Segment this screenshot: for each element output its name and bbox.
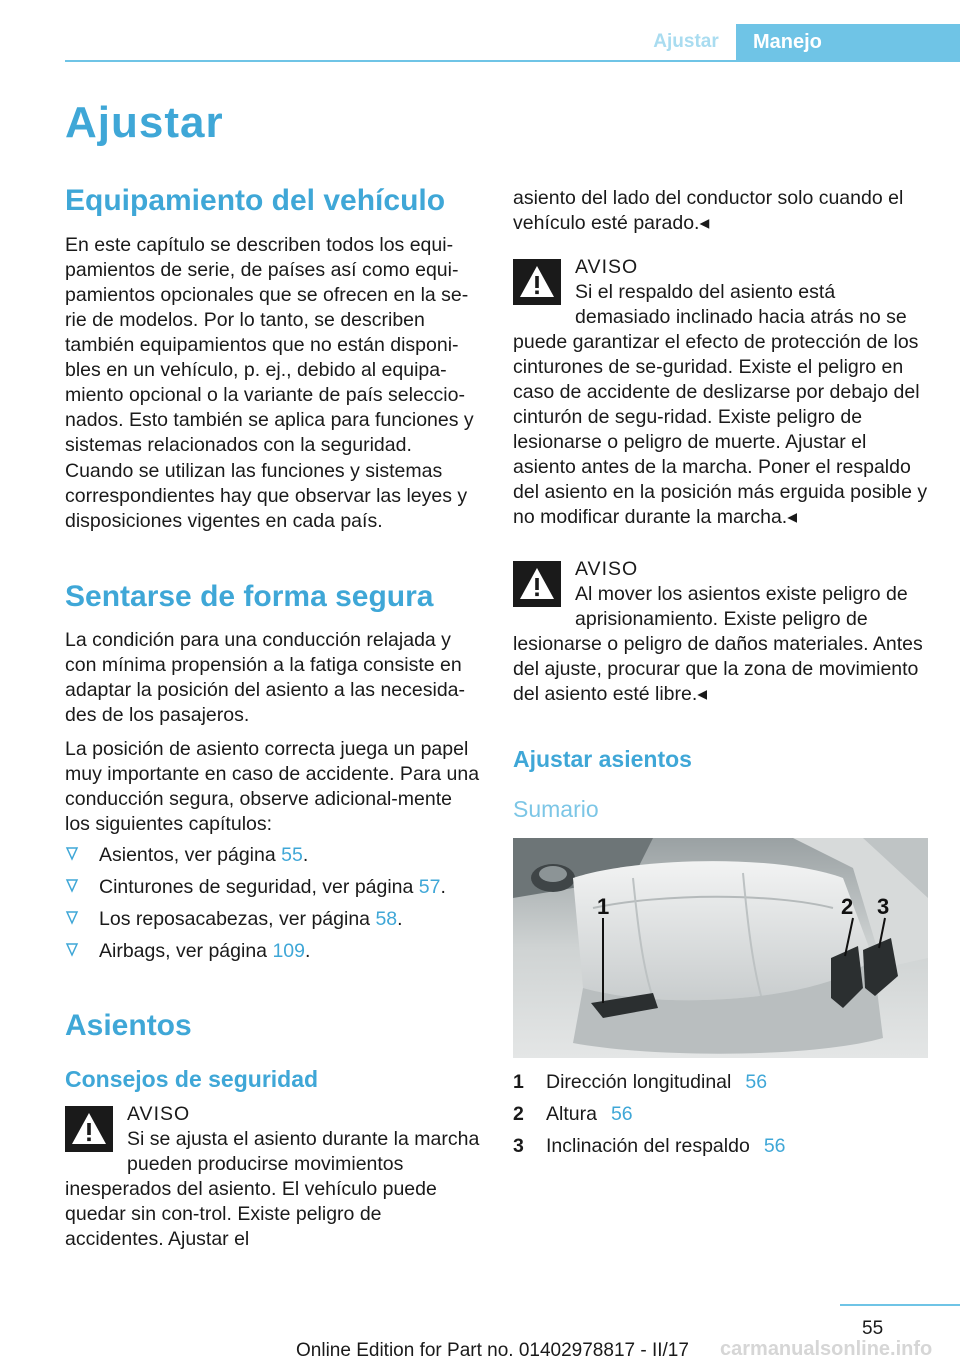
heading-ajustar-asientos: Ajustar asientos	[513, 746, 692, 772]
legend-label: Altura	[546, 1103, 597, 1125]
legend-label: Dirección longitudinal	[546, 1071, 732, 1093]
heading-consejos: Consejos de seguridad	[65, 1066, 319, 1092]
warning-title: AVISO	[575, 558, 639, 580]
warning-icon	[513, 259, 561, 305]
legend-item-3	[513, 1134, 928, 1159]
legend-item-1	[513, 1070, 928, 1095]
page-link[interactable]: 56	[745, 1071, 768, 1093]
warning-title: AVISO	[127, 1103, 191, 1125]
seat-controls-photo	[513, 838, 928, 1058]
heading-sumario: Sumario	[513, 796, 599, 822]
legend-number: 2	[513, 1103, 524, 1125]
edition-note: Online Edition for Part no. 01402978817 - II/17	[296, 1340, 689, 1361]
paragraph-equipamiento-1: En este capítulo se describen todos los equi-pamientos de serie, de países así como equi-pamientos opcionales que se ofrecen en la se-rie de modelos. Por lo tanto, se describen también equipamientos que no están disponi-bles en un vehículo, p. ej., debido al equipa-miento opcional o la variante de país seleccio-nados. Esto también se aplica para funciones y sistemas relacionados con la seguridad.	[65, 234, 474, 456]
page-link[interactable]: 57	[418, 876, 441, 898]
tab-manejo[interactable]: Manejo	[736, 24, 960, 60]
list-item: Airbags, ver página 109.	[65, 939, 485, 971]
legend-item-2	[513, 1102, 928, 1127]
legend-number: 1	[513, 1071, 524, 1093]
list-item-text: Cinturones de seguridad, ver página	[99, 876, 419, 898]
page-link[interactable]: 109	[272, 940, 305, 962]
page-link[interactable]: 55	[281, 844, 303, 866]
page-link[interactable]: 58	[375, 908, 398, 930]
triangle-bullet-icon	[65, 942, 79, 958]
heading-sentarse: Sentarse de forma segura	[65, 580, 434, 613]
paragraph-equipamiento-2: Cuando se utilizan las funciones y sistemas correspondientes hay que observar las leyes y disposiciones vigentes en cada país.	[65, 460, 468, 532]
heading-equipamiento: Equipamiento del vehículo	[65, 184, 446, 217]
warning-1-continued: asiento del lado del conductor solo cuando el vehículo esté parado.◂	[513, 187, 904, 234]
page-link[interactable]: 56	[610, 1103, 633, 1125]
page-number: 55	[862, 1318, 884, 1339]
footer-rule	[840, 1304, 960, 1306]
warning-1	[65, 1102, 485, 1252]
photo-label-2: 2	[841, 894, 854, 919]
list-item-text: Airbags, ver página	[99, 940, 273, 962]
list-item: Asientos, ver página 55.	[65, 843, 485, 875]
watermark: carmanualsonline.info	[720, 1338, 933, 1360]
warning-icon	[65, 1106, 113, 1152]
triangle-bullet-icon	[65, 846, 79, 862]
photo-label-3: 3	[877, 894, 890, 919]
legend-label: Inclinación del respaldo	[546, 1135, 750, 1157]
paragraph-sentarse-1: La condición para una conducción relajada y con mínima propensión a la fatiga consiste en adaptar la posición del asiento a las necesida-des de los pasajeros.	[65, 629, 466, 726]
warning-2	[513, 255, 933, 530]
reference-list	[65, 843, 485, 971]
page-link[interactable]: 56	[763, 1135, 786, 1157]
page-title: Ajustar	[65, 98, 224, 147]
header-rule	[65, 60, 960, 62]
warning-text: Si el respaldo del asiento está demasiado inclinado hacia atrás no se puede garantizar el efecto de protección de los cinturones de se-guridad. Existe el peligro en caso de accidente de deslizarse por debajo del cinturón de segu-ridad. Existe peligro de lesionarse o peligro de muerte. Ajustar el asiento antes de la marcha. Poner el respaldo del asiento en la posición más erguida posible y no modificar durante la marcha.◂	[513, 281, 928, 528]
list-item-text: Asientos, ver página	[99, 844, 282, 866]
tab-ajustar[interactable]: Ajustar	[653, 31, 719, 52]
warning-title: AVISO	[575, 256, 639, 278]
list-item-text: Los reposacabezas, ver página	[99, 908, 376, 930]
legend-number: 3	[513, 1135, 524, 1157]
list-item: Los reposacabezas, ver página 58.	[65, 907, 485, 939]
triangle-bullet-icon	[65, 878, 79, 894]
paragraph-sentarse-2: La posición de asiento correcta juega un papel muy importante en caso de accidente. Para una conducción segura, observe adicional-mente los siguientes capítulos:	[65, 738, 480, 835]
warning-icon	[513, 561, 561, 607]
triangle-bullet-icon	[65, 910, 79, 926]
warning-3	[513, 557, 933, 707]
list-item: Cinturones de seguridad, ver página 57.	[65, 875, 485, 907]
warning-text: Al mover los asientos existe peligro de aprisionamiento. Existe peligro de lesionarse o peligro de daños materiales. Antes del ajuste, procurar que la zona de movimiento del asiento esté libre.◂	[513, 583, 923, 705]
heading-asientos: Asientos	[65, 1009, 192, 1042]
warning-text: Si se ajusta el asiento durante la marcha pueden producirse movimientos inesperados del asiento. El vehículo puede quedar sin con-trol. Existe peligro de accidentes. Ajustar el	[65, 1128, 480, 1250]
photo-label-1: 1	[597, 894, 610, 919]
